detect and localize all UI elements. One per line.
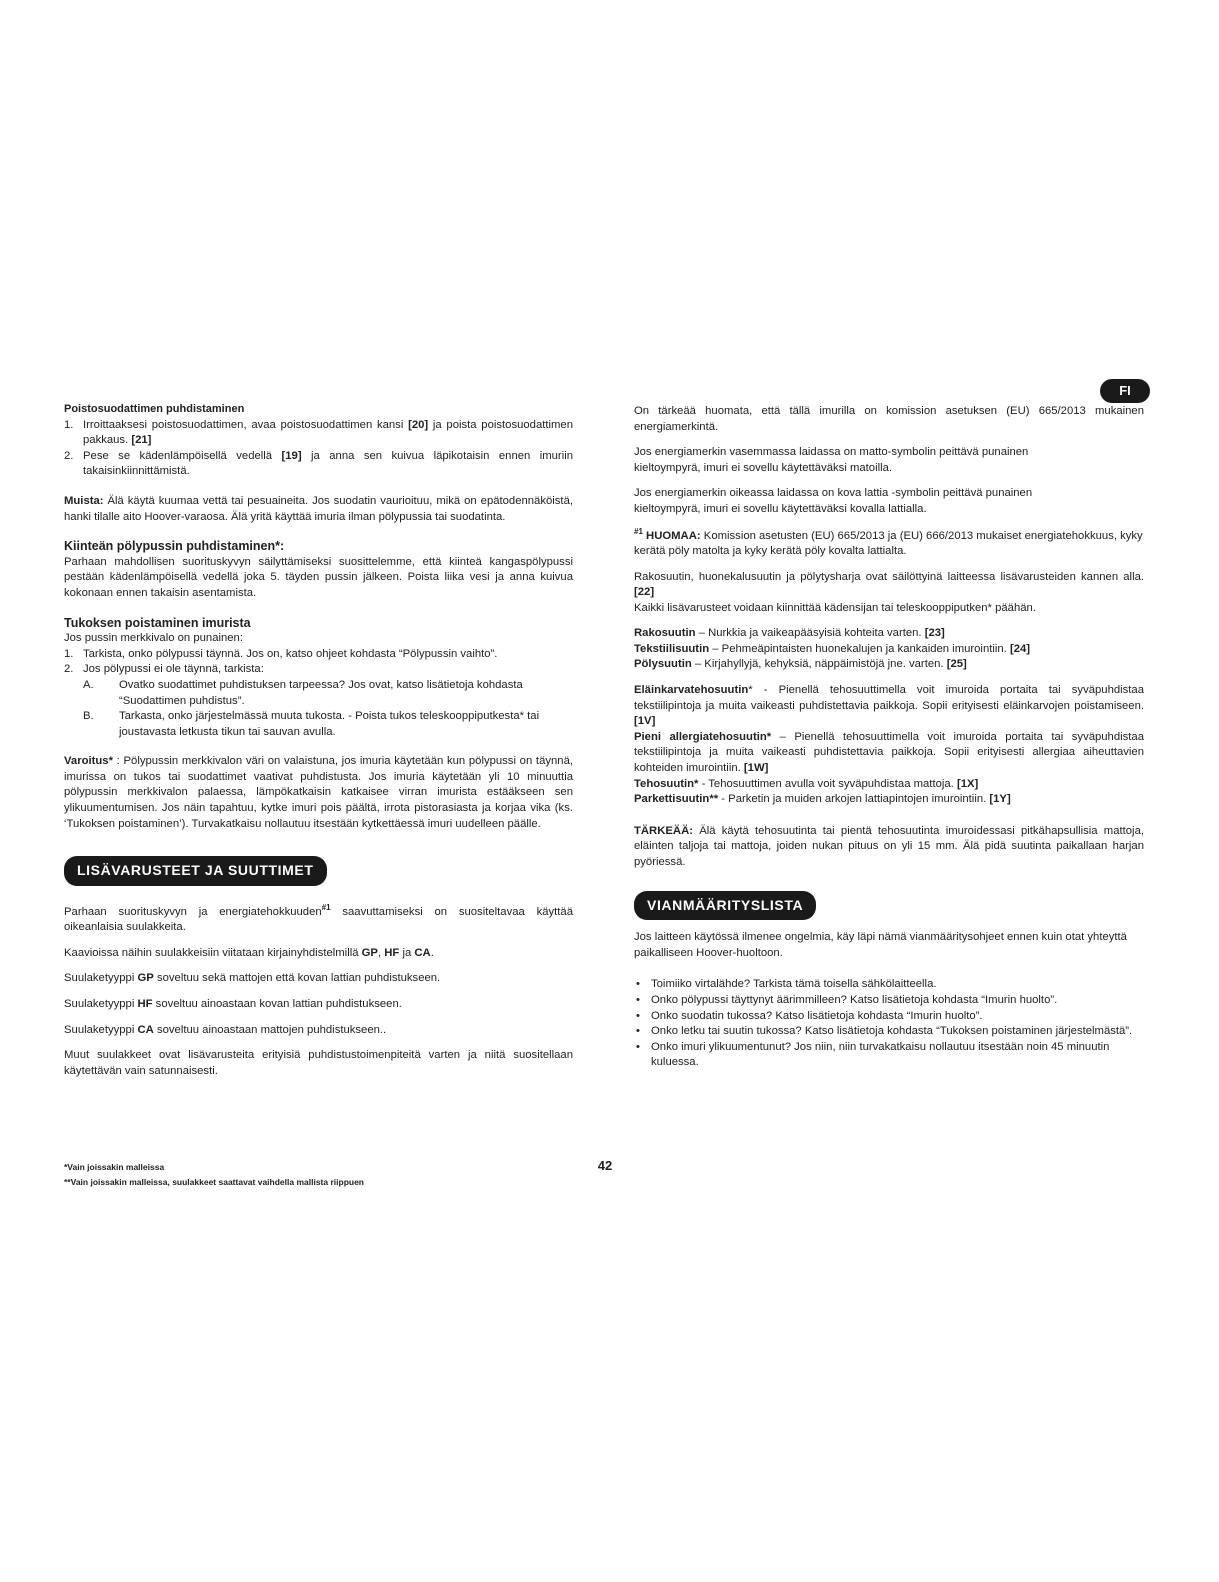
list-item: Pieni allergiatehosuutin* – Pienellä tehosuuttimella voit imuroida portaita tai syväpuhdistaa tekstiilipintoja ja muita vaikeasti puhdistettavia paikkoja. Sopii erityisesti allergiaa aiheuttavien kohteiden imurointiin. [1W] — [634, 730, 1144, 775]
note-paragraph: Muista: Älä käytä kuumaa vettä tai pesuaineita. Jos suodatin vaurioituu, mikä on epätodennäköistä, hanki tilalle aito Hoover-varaosa. Älä yritä käyttää imuria ilman pölypussia tai suodatinta. — [64, 494, 573, 523]
nozzle-gp: Suulaketyyppi GP soveltuu sekä mattojen että kovan lattian puhdistukseen. — [64, 972, 441, 985]
list-item: Pölysuutin – Kirjahyllyjä, kehyksiä, näppäimistöjä jne. varten. [25] — [634, 658, 967, 671]
list-item: 2. Jos pölypussi ei ole täynnä, tarkista: — [64, 663, 264, 676]
section-pill-accessories: LISÄVARUSTEET JA SUUTTIMET — [64, 856, 327, 886]
exhaust-filter-steps — [64, 418, 573, 480]
list-item: 2. Pese se kädenlämpöisellä vedellä [19] ja anna sen kuivua läpikotaisin ennen imuriin takaisinkiinnittämistä. — [64, 449, 574, 478]
list-item: Parkettisuutin** - Parketin ja muiden arkojen lattiapintojen imurointiin. [1Y] — [634, 793, 1011, 806]
footnote: *Vain joissakin malleissa — [64, 1162, 165, 1172]
energy-left-paragraph: Jos energiamerkin vasemmassa laidassa on matto-symbolin peittävä punainen kieltoympyrä, imuri ei sovellu käytettäväksi matoilla. — [634, 446, 1029, 474]
blockage-intro: Jos pussin merkkivalo on punainen: — [64, 632, 243, 645]
section-title-blockage: Tukoksen poistaminen imurista — [64, 615, 251, 630]
nozzle-codes: Kaavioissa näihin suulakkeisiin viitataan kirjainyhdistelmillä GP, HF ja CA. — [64, 946, 434, 959]
list-item: • Onko letku tai suutin tukossa? Katso lisätietoja kohdasta “Tukoksen poistaminen järjestelmästä”. — [634, 1024, 1144, 1040]
list-item: • Onko pölypussi täyttynyt äärimmilleen? Katso lisätietoja kohdasta “Imurin huolto”. — [634, 993, 1144, 1009]
nozzle-list — [634, 683, 1144, 808]
accessories-header-wrap — [64, 856, 573, 886]
right-column — [634, 404, 1144, 1071]
list-item: Tekstiilisuutin – Pehmeäpintaisten huonekalujen ja kankaiden imurointiin. [24] — [634, 642, 1031, 655]
section-pill-troubleshooting: VIANMÄÄRITYSLISTA — [634, 891, 816, 921]
sub-list-item: A. Ovatko suodattimet puhdistuksen tarpeessa? Jos ovat, katso lisätietoja kohdasta “Suodattimen puhdistus”. — [83, 678, 523, 707]
warning-paragraph: Varoitus* : Pölypussin merkkivalon väri on valaistuna, jos imuria käytetään kun pölypussi on täynnä, imurissa on tukos tai suodattimet vaativat puhdistusta. Jos imuria käytetään yli 10 minuuttia pölypussin merkkivalon palaessa, lämpökatkaisin katkaisee virran imurista estääkseen sen ylikuumentumisen. Jos näin tapahtuu, kytke imuri pois päältä, irrota pistorasiasta ja korjaa vika (ks. ‘Tukoksen poistaminen’). Turvakatkaisu nollautuu itsestään kytkettäessä imuri uudelleen päälle. — [64, 755, 573, 830]
important-paragraph: TÄRKEÄÄ: Älä käytä tehosuutinta tai pientä tehosuutinta imuroidessasi pitkähapsullisia mattoja, eläinten taljoja tai mattoja, joiden nukan pituus on yli 15 mm. Älä pidä suutinta paikallaan harjan pyöriessä. — [634, 824, 1144, 869]
list-item: Rakosuutin – Nurkkia ja vaikeapääsyisiä kohteita varten. [23] — [634, 627, 945, 640]
list-item: • Onko suodatin tukossa? Katso lisätietoja kohdasta “Imurin huolto”. — [634, 1009, 1144, 1025]
page-number: 42 — [597, 1158, 613, 1173]
nozzle-hf: Suulaketyyppi HF soveltuu ainoastaan kovan lattian puhdistukseen. — [64, 997, 402, 1010]
nozzle-ca: Suulaketyyppi CA soveltuu ainoastaan mattojen puhdistukseen.. — [64, 1023, 387, 1036]
energy-label-paragraph: On tärkeää huomata, että tällä imurilla on komission asetuksen (EU) 665/2013 mukainen energiamerkintä. — [634, 405, 1144, 433]
left-column — [64, 402, 573, 1079]
list-item: 1. Tarkista, onko pölypussi täynnä. Jos on, katso ohjeet kohdasta “Pölypussin vaihto”. — [64, 647, 498, 660]
list-item: Eläinkarvatehosuutin* - Pienellä tehosuuttimella voit imuroida portaita tai syväpuhdistaa tekstiilipintoja ja muita vaikeasti puhdistettavia paikkoja. Sopii erityisesti eläinkarvojen poistamiseen. [1V] — [634, 684, 1144, 728]
nozzle-other: Muut suulakkeet ovat lisävarusteita erityisiä puhdistustoimenpiteitä varten ja niitä suositellaan käytettävän vain satunnaisesti. — [64, 1049, 573, 1077]
troubleshoot-header-wrap — [634, 891, 1144, 921]
tool-list — [634, 626, 1144, 673]
dust-bag-paragraph: Parhaan mahdollisen suorituskyvyn säilyttämiseksi suosittelemme, että kiinteä kangaspölypussi pestään kädenlämpöisellä vedellä joka 5. täyden pussin jälkeen. Poista liika vesi ja anna kuivua kokonaan ennen takaisin asentamista. — [64, 555, 573, 599]
list-item: 1. Irroittaaksesi poistosuodattimen, avaa poistosuodattimen kansi [20] ja poista poistosuodattimen pakkaus. [21] — [64, 418, 573, 447]
section-title-dust-bag: Kiinteän pölypussin puhdistaminen*: — [64, 539, 285, 554]
list-item: • Toimiiko virtalähde? Tarkista tämä toisella sähkölaitteella. — [634, 977, 1144, 993]
accessory-storage-paragraph: Rakosuutin, huonekalusuutin ja pölytysharja ovat säilöttyinä laitteessa lisävarusteiden kannen alla. [22] — [634, 570, 1144, 599]
list-item: • Onko imuri ylikuumentunut? Jos niin, niin turvakatkaisu nollautuu itsestään noin 45 minuutin kuluessa. — [634, 1040, 1144, 1071]
list-item: Tehosuutin* - Tehosuuttimen avulla voit syväpuhdistaa mattoja. [1X] — [634, 777, 979, 790]
accessory-fit-paragraph: Kaikki lisävarusteet voidaan kiinnittää kädensijan tai teleskooppiputken* päähän. — [634, 601, 1036, 614]
sub-list-item: B. Tarkasta, onko järjestelmässä muuta tukosta. - Poista tukos teleskooppiputkesta* tai joustavasta letkusta tikun tai sauvan avulla. — [83, 710, 540, 738]
troubleshoot-list — [634, 977, 1144, 1071]
energy-right-paragraph: Jos energiamerkin oikeassa laidassa on kova lattia -symbolin peittävä punainen kieltoympyrä, imuri ei sovellu käytettäväksi kovalla lattialla. — [634, 487, 1033, 515]
language-badge: FI — [1100, 379, 1150, 403]
nozzle-intro: Parhaan suorituskyvyn ja energiatehokkuuden$^{\#1}$ saavuttamiseksi on suositeltavaa käyttää oikeanlaisia suulakkeita. — [64, 902, 573, 934]
huomaa-paragraph: $^{\#1}$ HUOMAA: Komission asetusten (EU) 665/2013 ja (EU) 666/2013 mukaiset energiatehokkuus, kyky kerätä pöly matolta ja kyky kerätä pöly kovalta lattialta. — [634, 526, 1143, 557]
blockage-steps — [64, 647, 573, 741]
section-title-exhaust-filter: Poistosuodattimen puhdistaminen — [64, 403, 245, 415]
troubleshoot-intro: Jos laitteen käytössä ilmenee ongelmia, käy läpi nämä vianmääritysohjeet ennen kuin otat yhteyttä paikalliseen Hoover-huoltoon. — [634, 931, 1127, 959]
footnote: **Vain joissakin malleissa, suulakkeet saattavat vaihdella mallista riippuen — [64, 1177, 365, 1187]
footnotes — [64, 1160, 364, 1190]
